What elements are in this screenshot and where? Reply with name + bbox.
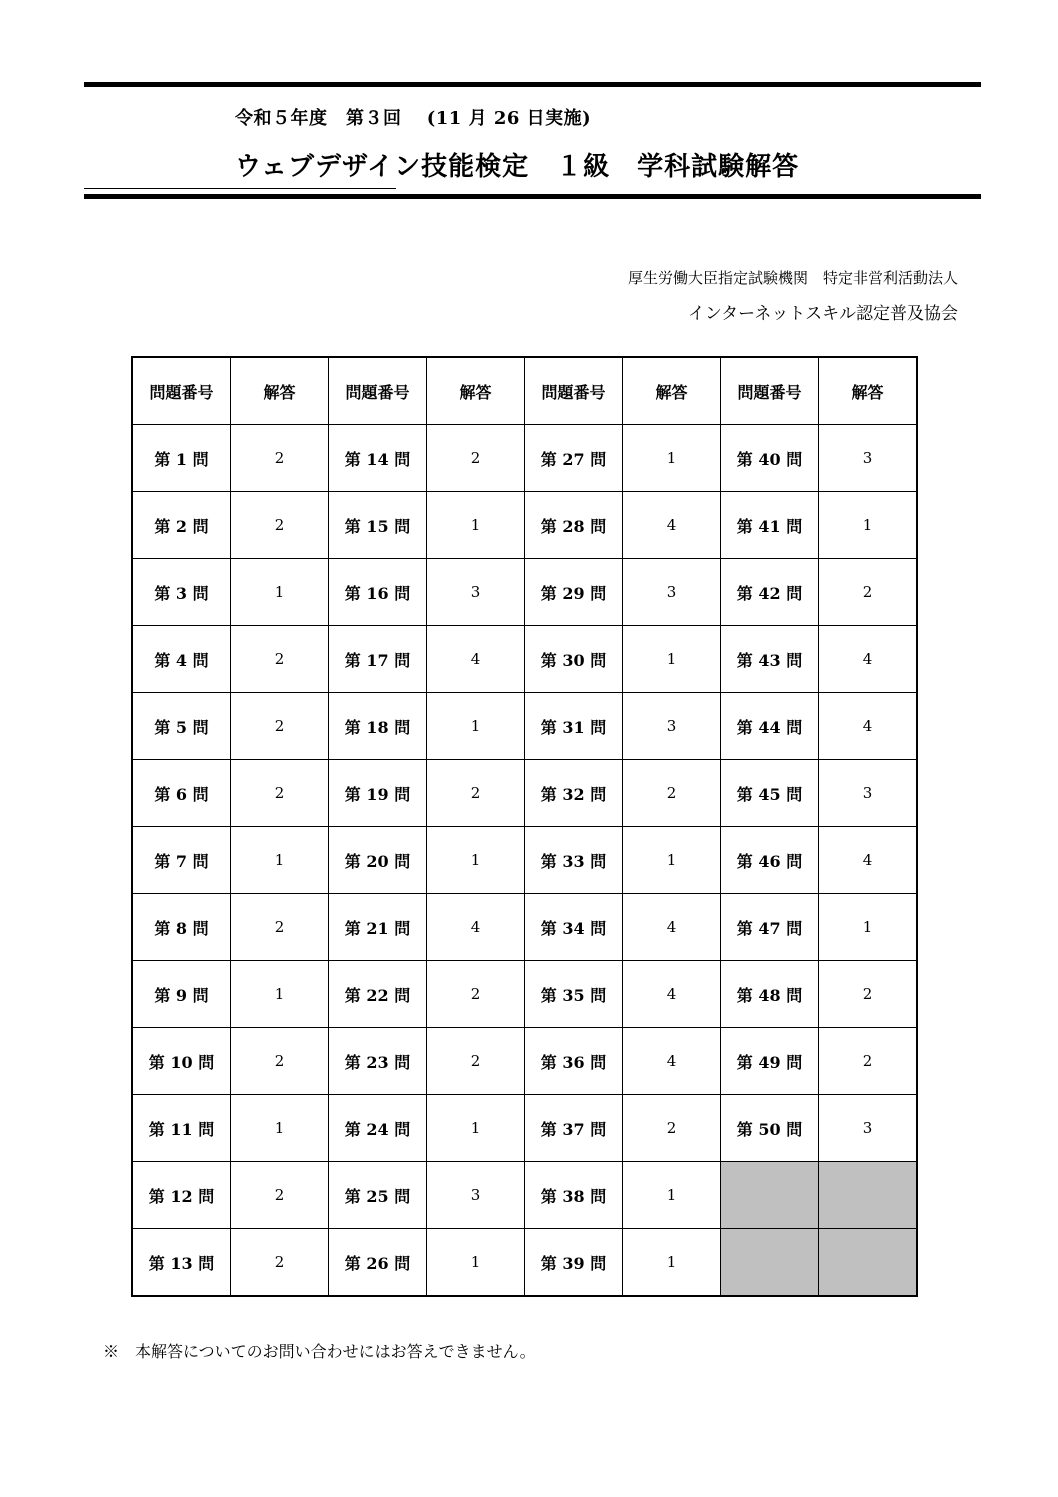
question-number-cell: 第 22 問 <box>329 961 427 1028</box>
answer-table-header-row <box>132 357 917 425</box>
question-number-cell: 第 4 問 <box>132 626 231 693</box>
table-row <box>132 559 917 626</box>
answer-cell: 2 <box>427 760 525 827</box>
answer-cell: 1 <box>623 425 721 492</box>
question-number-cell: 第 16 問 <box>329 559 427 626</box>
question-number-cell: 第 20 問 <box>329 827 427 894</box>
question-number-cell: 第 14 問 <box>329 425 427 492</box>
answer-cell: 2 <box>427 425 525 492</box>
answer-cell: 2 <box>819 559 918 626</box>
table-row <box>132 827 917 894</box>
question-number-cell: 第 31 問 <box>525 693 623 760</box>
answer-cell: 4 <box>623 894 721 961</box>
column-header-answer: 解答 <box>819 357 918 425</box>
answer-cell: 1 <box>231 559 329 626</box>
question-number-cell: 第 1 問 <box>132 425 231 492</box>
question-number-cell: 第 49 問 <box>721 1028 819 1095</box>
empty-shaded-cell <box>721 1162 819 1229</box>
question-number-cell: 第 18 問 <box>329 693 427 760</box>
question-number-cell: 第 12 問 <box>132 1162 231 1229</box>
question-number-cell: 第 32 問 <box>525 760 623 827</box>
answer-cell: 2 <box>623 760 721 827</box>
table-row <box>132 626 917 693</box>
answer-cell: 3 <box>623 693 721 760</box>
column-header-question: 問題番号 <box>329 357 427 425</box>
column-header-answer: 解答 <box>231 357 329 425</box>
question-number-cell: 第 48 問 <box>721 961 819 1028</box>
question-number-cell: 第 7 問 <box>132 827 231 894</box>
table-row <box>132 760 917 827</box>
answer-cell: 3 <box>819 425 918 492</box>
answer-cell: 1 <box>231 961 329 1028</box>
answer-cell: 1 <box>623 827 721 894</box>
answer-cell: 2 <box>231 760 329 827</box>
answer-cell: 1 <box>231 827 329 894</box>
table-row <box>132 492 917 559</box>
question-number-cell: 第 17 問 <box>329 626 427 693</box>
empty-shaded-cell <box>721 1229 819 1297</box>
table-row <box>132 961 917 1028</box>
answer-cell: 4 <box>427 626 525 693</box>
question-number-cell: 第 3 問 <box>132 559 231 626</box>
table-row <box>132 1162 917 1229</box>
question-number-cell: 第 8 問 <box>132 894 231 961</box>
question-number-cell: 第 41 問 <box>721 492 819 559</box>
answer-cell: 2 <box>819 961 918 1028</box>
question-number-cell: 第 30 問 <box>525 626 623 693</box>
page-title: ウェブデザイン技能検定 １級 学科試験解答 <box>235 152 800 182</box>
question-number-cell: 第 11 問 <box>132 1095 231 1162</box>
question-number-cell: 第 37 問 <box>525 1095 623 1162</box>
answer-cell: 3 <box>427 559 525 626</box>
answer-cell: 2 <box>231 1028 329 1095</box>
question-number-cell: 第 38 問 <box>525 1162 623 1229</box>
organization-line-1: 厚生労働大臣指定試験機関 特定非営利活動法人 <box>627 269 958 287</box>
answer-cell: 4 <box>623 492 721 559</box>
answer-cell: 1 <box>623 1162 721 1229</box>
question-number-cell: 第 47 問 <box>721 894 819 961</box>
table-row <box>132 1229 917 1297</box>
question-number-cell: 第 15 問 <box>329 492 427 559</box>
question-number-cell: 第 44 問 <box>721 693 819 760</box>
answer-cell: 4 <box>819 626 918 693</box>
question-number-cell: 第 24 問 <box>329 1095 427 1162</box>
column-header-question: 問題番号 <box>132 357 231 425</box>
question-number-cell: 第 34 問 <box>525 894 623 961</box>
answer-cell: 2 <box>231 626 329 693</box>
column-header-answer: 解答 <box>427 357 525 425</box>
column-header-question: 問題番号 <box>525 357 623 425</box>
answer-cell: 2 <box>623 1095 721 1162</box>
question-number-cell: 第 9 問 <box>132 961 231 1028</box>
question-number-cell: 第 28 問 <box>525 492 623 559</box>
answer-cell: 1 <box>427 827 525 894</box>
answer-cell: 2 <box>231 425 329 492</box>
footer-note: ※ 本解答についてのお問い合わせにはお答えできません。 <box>103 1342 536 1361</box>
question-number-cell: 第 43 問 <box>721 626 819 693</box>
answer-cell: 2 <box>819 1028 918 1095</box>
answer-cell: 3 <box>819 1095 918 1162</box>
question-number-cell: 第 23 問 <box>329 1028 427 1095</box>
table-row <box>132 894 917 961</box>
question-number-cell: 第 29 問 <box>525 559 623 626</box>
table-row <box>132 1028 917 1095</box>
answer-cell: 4 <box>427 894 525 961</box>
answer-cell: 4 <box>623 961 721 1028</box>
header-top-rule <box>84 82 981 87</box>
exam-session-subtitle: 令和５年度 第３回 (11 月 26 日実施) <box>235 108 592 129</box>
question-number-cell: 第 39 問 <box>525 1229 623 1297</box>
answer-cell: 1 <box>231 1095 329 1162</box>
question-number-cell: 第 45 問 <box>721 760 819 827</box>
answer-cell: 1 <box>623 1229 721 1297</box>
answer-cell: 4 <box>819 827 918 894</box>
answer-cell: 3 <box>623 559 721 626</box>
answer-cell: 1 <box>427 1095 525 1162</box>
question-number-cell: 第 25 問 <box>329 1162 427 1229</box>
answer-cell: 1 <box>427 693 525 760</box>
answer-cell: 1 <box>819 894 918 961</box>
answer-table-body <box>132 425 917 1297</box>
column-header-answer: 解答 <box>623 357 721 425</box>
question-number-cell: 第 42 問 <box>721 559 819 626</box>
column-header-question: 問題番号 <box>721 357 819 425</box>
answer-cell: 2 <box>231 693 329 760</box>
answer-cell: 2 <box>427 961 525 1028</box>
answer-cell: 2 <box>231 894 329 961</box>
question-number-cell: 第 40 問 <box>721 425 819 492</box>
empty-shaded-cell <box>819 1162 918 1229</box>
question-number-cell: 第 35 問 <box>525 961 623 1028</box>
question-number-cell: 第 33 問 <box>525 827 623 894</box>
answer-cell: 2 <box>231 492 329 559</box>
answer-cell: 1 <box>427 492 525 559</box>
answer-cell: 2 <box>231 1162 329 1229</box>
answer-cell: 2 <box>427 1028 525 1095</box>
question-number-cell: 第 36 問 <box>525 1028 623 1095</box>
question-number-cell: 第 6 問 <box>132 760 231 827</box>
header-thin-rule <box>84 188 396 189</box>
table-row <box>132 693 917 760</box>
table-row <box>132 1095 917 1162</box>
organization-line-2: インターネットスキル認定普及協会 <box>687 304 958 324</box>
question-number-cell: 第 26 問 <box>329 1229 427 1297</box>
question-number-cell: 第 13 問 <box>132 1229 231 1297</box>
answer-cell: 3 <box>427 1162 525 1229</box>
header-bottom-rule <box>84 194 981 199</box>
question-number-cell: 第 27 問 <box>525 425 623 492</box>
answer-cell: 1 <box>427 1229 525 1297</box>
question-number-cell: 第 2 問 <box>132 492 231 559</box>
question-number-cell: 第 50 問 <box>721 1095 819 1162</box>
question-number-cell: 第 21 問 <box>329 894 427 961</box>
empty-shaded-cell <box>819 1229 918 1297</box>
question-number-cell: 第 19 問 <box>329 760 427 827</box>
table-row <box>132 425 917 492</box>
question-number-cell: 第 10 問 <box>132 1028 231 1095</box>
answer-table <box>131 356 918 1297</box>
answer-cell: 3 <box>819 760 918 827</box>
answer-cell: 1 <box>623 626 721 693</box>
question-number-cell: 第 46 問 <box>721 827 819 894</box>
answer-cell: 2 <box>231 1229 329 1297</box>
answer-cell: 4 <box>819 693 918 760</box>
answer-cell: 4 <box>623 1028 721 1095</box>
answer-cell: 1 <box>819 492 918 559</box>
question-number-cell: 第 5 問 <box>132 693 231 760</box>
